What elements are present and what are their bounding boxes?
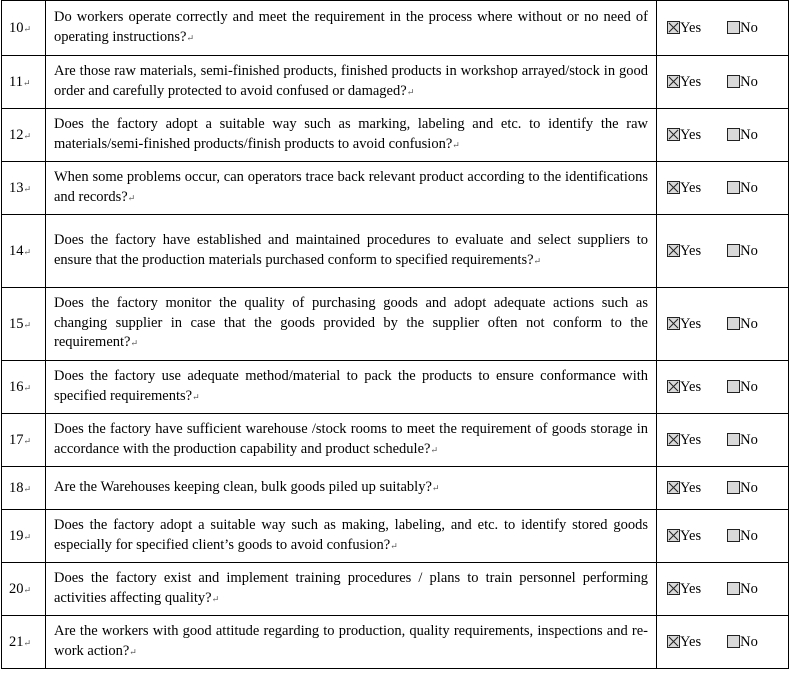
paragraph-mark: ↵: [23, 382, 32, 393]
question-cell: [46, 467, 657, 510]
yes-checkbox-icon[interactable]: [667, 21, 680, 34]
checklist-row: [2, 414, 789, 467]
yes-label: Yes: [680, 580, 702, 597]
yes-option[interactable]: [667, 127, 701, 144]
item-number: 21: [9, 633, 24, 650]
checklist-row: [2, 510, 789, 563]
yes-option[interactable]: [667, 316, 701, 333]
yes-label: Yes: [680, 242, 702, 259]
yes-checkbox-icon[interactable]: [667, 481, 680, 494]
question-cell: [46, 361, 657, 414]
yes-option[interactable]: [667, 180, 701, 197]
no-label: No: [740, 73, 758, 90]
answer-cell: [657, 215, 789, 288]
no-label: No: [740, 431, 758, 448]
item-number: 18: [9, 479, 24, 496]
answer-cell: [657, 414, 789, 467]
no-checkbox-icon[interactable]: [727, 582, 740, 595]
item-number: 17: [9, 431, 24, 448]
yes-checkbox-icon[interactable]: [667, 181, 680, 194]
paragraph-mark: ↵: [129, 646, 137, 657]
question-cell: [46, 563, 657, 616]
no-checkbox-icon[interactable]: [727, 529, 740, 542]
question-text: Does the factory have established and maintained procedures to evaluate and select suppliers to ensure that the production materials purchased conform to specified requirements?: [54, 232, 648, 268]
item-number-cell: [2, 215, 46, 288]
yes-label: Yes: [680, 431, 702, 448]
paragraph-mark: ↵: [23, 23, 32, 34]
item-number-cell: [2, 414, 46, 467]
question-cell: [46, 510, 657, 563]
yes-label: Yes: [680, 315, 702, 332]
no-option[interactable]: [727, 243, 758, 260]
paragraph-mark: ↵: [211, 593, 220, 604]
item-number: 10: [9, 19, 24, 36]
answer-cell: [657, 1, 789, 56]
yes-checkbox-icon[interactable]: [667, 75, 680, 88]
item-number: 16: [9, 378, 24, 395]
question-text: Does the factory exist and implement training procedures / plans to train personnel performing activities affecting quality?: [54, 570, 648, 606]
question-text: Does the factory adopt a suitable way such as marking, labeling and etc. to identify the raw materials/semi-finished products/finish products to avoid confusion?: [54, 116, 648, 152]
checklist-row: [2, 467, 789, 510]
paragraph-mark: ↵: [23, 637, 32, 648]
yes-label: Yes: [680, 378, 702, 395]
paragraph-mark: ↵: [23, 483, 32, 494]
checklist-row: [2, 215, 789, 288]
no-label: No: [740, 633, 758, 650]
paragraph-mark: ↵: [23, 319, 32, 330]
answer-cell: [657, 563, 789, 616]
question-cell: [46, 616, 657, 669]
yes-option[interactable]: [667, 634, 701, 651]
question-cell: [46, 109, 657, 162]
no-label: No: [740, 315, 758, 332]
paragraph-mark: ↵: [23, 531, 32, 542]
yes-checkbox-icon[interactable]: [667, 529, 680, 542]
question-cell: [46, 215, 657, 288]
no-label: No: [740, 527, 758, 544]
yes-option[interactable]: [667, 379, 701, 396]
paragraph-mark: ↵: [23, 584, 32, 595]
question-text: Do workers operate correctly and meet the requirement in the process where without or no need of operating instructions?: [54, 9, 648, 45]
answer-cell: [657, 56, 789, 109]
question-cell: [46, 288, 657, 361]
no-label: No: [740, 19, 758, 36]
no-option[interactable]: [727, 432, 758, 449]
paragraph-mark: ↵: [431, 482, 440, 493]
checklist-row: [2, 162, 789, 215]
checklist-rows: [2, 1, 789, 669]
item-number: 14: [9, 242, 24, 259]
yes-checkbox-icon[interactable]: [667, 317, 680, 330]
no-option[interactable]: [727, 20, 758, 37]
question-text: Does the factory monitor the quality of purchasing goods and adopt adequate actions such as changing supplier in case that the goods provided by the supplier often not conform to the requirement?: [54, 295, 648, 351]
yes-option[interactable]: [667, 480, 701, 497]
answer-cell: [657, 162, 789, 215]
paragraph-mark: ↵: [186, 32, 195, 43]
no-checkbox-icon[interactable]: [727, 380, 740, 393]
no-label: No: [740, 242, 758, 259]
no-label: No: [740, 378, 758, 395]
answer-cell: [657, 510, 789, 563]
yes-option[interactable]: [667, 432, 701, 449]
yes-option[interactable]: [667, 20, 701, 37]
question-text: Does the factory have sufficient warehouse /stock rooms to meet the requirement of goods storage in accordance with the production capability and product schedule?: [54, 421, 648, 457]
paragraph-mark: ↵: [192, 391, 200, 402]
no-option[interactable]: [727, 480, 758, 497]
question-text: Does the factory use adequate method/material to pack the products to ensure conformance with specified requirements?: [54, 368, 648, 404]
question-cell: [46, 1, 657, 56]
no-option[interactable]: [727, 379, 758, 396]
item-number: 12: [9, 126, 24, 143]
no-label: No: [740, 126, 758, 143]
item-number: 20: [9, 580, 24, 597]
yes-checkbox-icon[interactable]: [667, 380, 680, 393]
paragraph-mark: ↵: [23, 183, 32, 194]
paragraph-mark: ↵: [23, 246, 32, 257]
no-option[interactable]: [727, 634, 758, 651]
question-cell: [46, 56, 657, 109]
paragraph-mark: ↵: [533, 255, 542, 266]
yes-checkbox-icon[interactable]: [667, 244, 680, 257]
checklist-row: [2, 563, 789, 616]
paragraph-mark: ↵: [430, 444, 438, 455]
no-checkbox-icon[interactable]: [727, 128, 740, 141]
paragraph-mark: ↵: [22, 77, 31, 88]
item-number-cell: [2, 563, 46, 616]
yes-option[interactable]: [667, 528, 701, 545]
question-text: Does the factory adopt a suitable way such as making, labeling, and etc. to identify stored goods especially for specified client’s goods to avoid confusion?: [54, 517, 648, 553]
yes-checkbox-icon[interactable]: [667, 582, 680, 595]
item-number: 15: [9, 315, 24, 332]
item-number-cell: [2, 109, 46, 162]
item-number-cell: [2, 288, 46, 361]
no-checkbox-icon[interactable]: [727, 75, 740, 88]
no-checkbox-icon[interactable]: [727, 21, 740, 34]
paragraph-mark: ↵: [452, 139, 460, 150]
checklist-row: [2, 616, 789, 669]
yes-option[interactable]: [667, 243, 701, 260]
no-label: No: [740, 179, 758, 196]
question-text: Are the workers with good attitude regarding to production, quality requirements, inspections and re-work action?: [54, 623, 648, 659]
question-text: Are the Warehouses keeping clean, bulk goods piled up suitably?: [54, 478, 432, 495]
checklist-row: [2, 109, 789, 162]
yes-label: Yes: [680, 19, 702, 36]
question-text: When some problems occur, can operators trace back relevant product according to the identifications and records?: [54, 169, 648, 205]
yes-label: Yes: [680, 633, 702, 650]
yes-option[interactable]: [667, 581, 701, 598]
paragraph-mark: ↵: [127, 192, 136, 203]
item-number: 13: [9, 179, 24, 196]
question-cell: [46, 414, 657, 467]
no-option[interactable]: [727, 74, 758, 91]
answer-cell: [657, 616, 789, 669]
no-option[interactable]: [727, 127, 758, 144]
question-cell: [46, 162, 657, 215]
paragraph-mark: ↵: [406, 86, 415, 97]
no-option[interactable]: [727, 316, 758, 333]
paragraph-mark: ↵: [130, 338, 139, 349]
yes-option[interactable]: [667, 74, 701, 91]
no-checkbox-icon[interactable]: [727, 635, 740, 648]
no-option[interactable]: [727, 180, 758, 197]
checklist-row: [2, 288, 789, 361]
no-checkbox-icon[interactable]: [727, 481, 740, 494]
question-text: Are those raw materials, semi-finished products, finished products in workshop arrayed/stock in good order and carefully protected to avoid confused or damaged?: [54, 63, 648, 99]
yes-checkbox-icon[interactable]: [667, 128, 680, 141]
no-label: No: [740, 479, 758, 496]
no-option[interactable]: [727, 581, 758, 598]
paragraph-mark: ↵: [23, 435, 32, 446]
item-number: 11: [9, 73, 23, 90]
item-number-cell: [2, 361, 46, 414]
no-option[interactable]: [727, 528, 758, 545]
item-number-cell: [2, 56, 46, 109]
item-number-cell: [2, 616, 46, 669]
no-label: No: [740, 580, 758, 597]
yes-checkbox-icon[interactable]: [667, 635, 680, 648]
no-checkbox-icon[interactable]: [727, 317, 740, 330]
answer-cell: [657, 361, 789, 414]
checklist-table: [1, 0, 789, 669]
yes-label: Yes: [680, 479, 702, 496]
yes-label: Yes: [680, 73, 702, 90]
yes-label: Yes: [680, 179, 702, 196]
no-checkbox-icon[interactable]: [727, 181, 740, 194]
yes-checkbox-icon[interactable]: [667, 433, 680, 446]
item-number-cell: [2, 162, 46, 215]
checklist-row: [2, 56, 789, 109]
answer-cell: [657, 288, 789, 361]
checklist-row: [2, 361, 789, 414]
item-number-cell: [2, 467, 46, 510]
item-number-cell: [2, 510, 46, 563]
item-number: 19: [9, 527, 24, 544]
item-number-cell: [2, 1, 46, 56]
paragraph-mark: ↵: [23, 130, 32, 141]
paragraph-mark: ↵: [390, 540, 398, 551]
no-checkbox-icon[interactable]: [727, 433, 740, 446]
yes-label: Yes: [680, 527, 702, 544]
answer-cell: [657, 467, 789, 510]
answer-cell: [657, 109, 789, 162]
no-checkbox-icon[interactable]: [727, 244, 740, 257]
checklist-row: [2, 1, 789, 56]
yes-label: Yes: [680, 126, 702, 143]
